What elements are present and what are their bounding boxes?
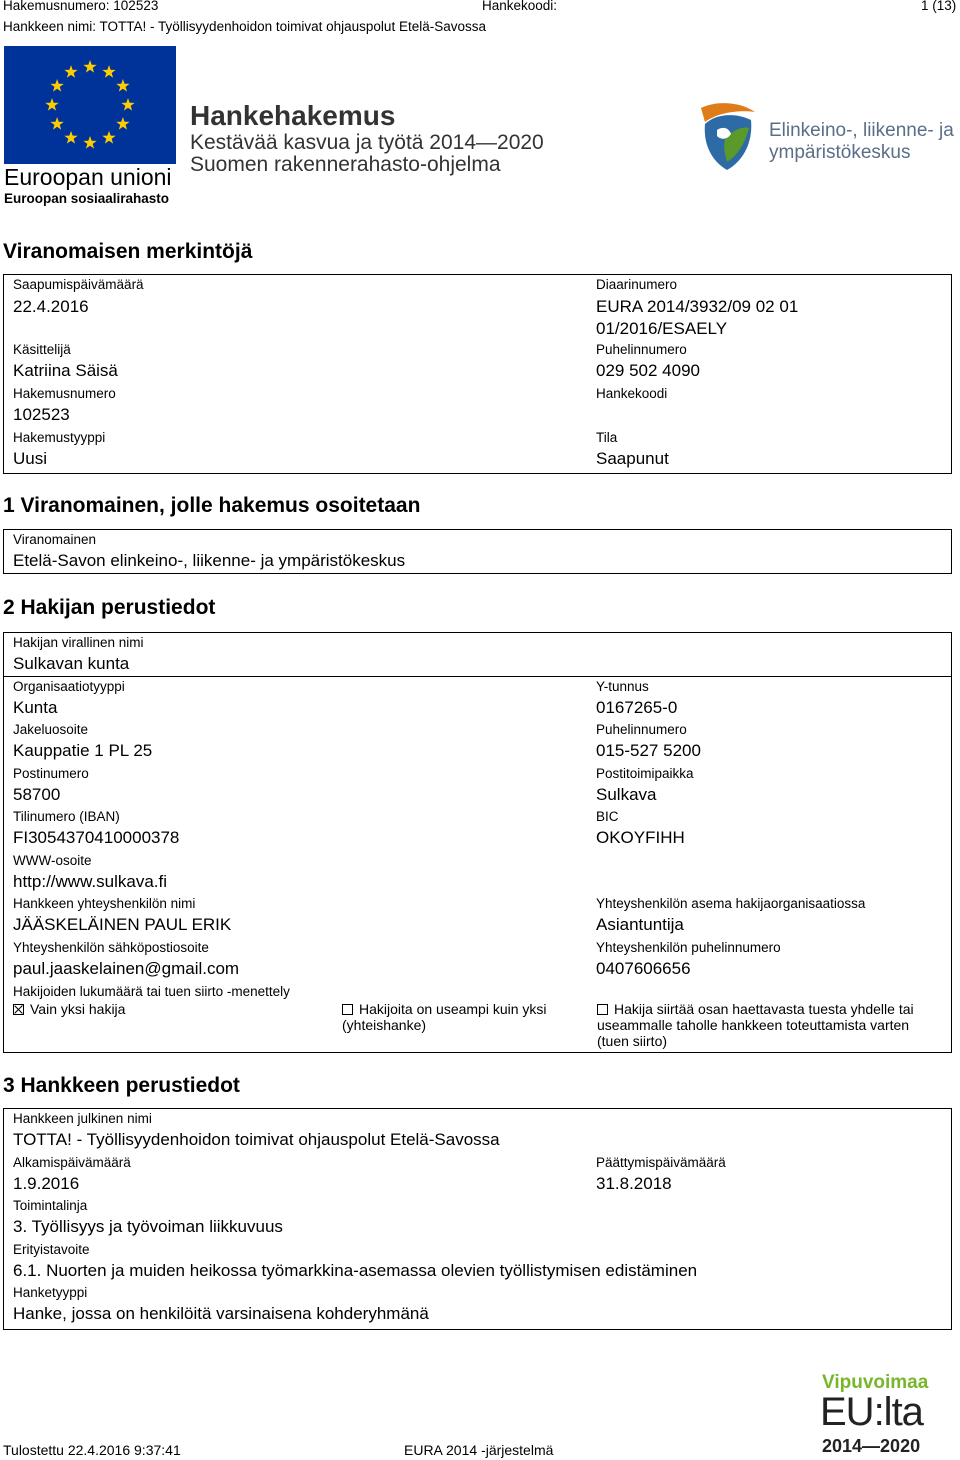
start-date-value: 1.9.2016 (13, 1174, 80, 1193)
option-support-transfer[interactable] (597, 1001, 914, 1049)
handler-value: Katriina Säisä (13, 361, 118, 380)
ely-logo (695, 100, 954, 177)
status-label: Tila (596, 430, 618, 445)
diary-number-label: Diaarinumero (596, 277, 678, 292)
application-type-value: Uusi (13, 449, 48, 468)
ytunnus-label: Y-tunnus (596, 679, 649, 694)
vipu-main: EU:lta (820, 1390, 923, 1434)
postal-code-value: 58700 (13, 785, 61, 804)
application-number-value: 102523 (13, 405, 70, 424)
contact-email-label: Yhteyshenkilön sähköpostiosoite (13, 940, 209, 955)
org-type-value: Kunta (13, 698, 58, 717)
applicant-phone-label: Puhelinnumero (596, 722, 687, 737)
option-support-transfer-label-2: useammalle taholle hankkeen toteuttamista varten (597, 1017, 910, 1033)
official-name-value: Sulkavan kunta (13, 654, 130, 673)
city-value: Sulkava (596, 785, 657, 804)
section2-heading: 2 Hakijan perustiedot (3, 596, 216, 619)
contact-name-label: Hankkeen yhteyshenkilön nimi (13, 896, 196, 911)
bic-label: BIC (596, 809, 619, 824)
end-date-label: Päättymispäivämäärä (596, 1155, 726, 1170)
priority-axis-label: Toimintalinja (13, 1198, 88, 1213)
section1-heading: 1 Viranomainen, jolle hakemus osoitetaan (3, 494, 421, 517)
specific-objective-value: 6.1. Nuorten ja muiden heikossa työmarkkina-asemassa olevien työllistymisen edistäminen (13, 1261, 698, 1280)
arrival-date-value: 22.4.2016 (13, 297, 89, 316)
option-single-applicant-label: Vain yksi hakija (30, 1001, 126, 1017)
contact-position-value: Asiantuntija (596, 915, 684, 934)
document-title: Hankehakemus (190, 100, 396, 131)
document-subtitle-2: Suomen rakennerahasto-ohjelma (190, 153, 501, 176)
diary-number-value-2: 01/2016/ESAELY (596, 319, 728, 338)
option-support-transfer-label-1: Hakija siirtää osan haettavasta tuesta yhdelle tai (614, 1001, 914, 1017)
checkbox-empty-icon[interactable] (597, 1004, 608, 1015)
contact-position-label: Yhteyshenkilön asema hakijaorganisaatiossa (596, 896, 866, 911)
postal-code-label: Postinumero (13, 766, 89, 781)
iban-value: FI3054370410000378 (13, 828, 180, 847)
address-label: Jakeluosoite (13, 722, 89, 737)
vipu-title: Vipuvoimaa (822, 1372, 929, 1393)
specific-objective-label: Erityistavoite (13, 1242, 90, 1257)
authority-box (3, 274, 952, 474)
checkbox-empty-icon[interactable] (342, 1004, 353, 1015)
contact-phone-value: 0407606656 (596, 959, 691, 978)
applicant-phone-value: 015-527 5200 (596, 741, 701, 760)
eu-logo (4, 46, 176, 206)
arrival-date-label: Saapumispäivämäärä (13, 277, 144, 292)
option-joint-project[interactable] (342, 1001, 547, 1033)
official-name-box (3, 632, 952, 677)
application-number-label: Hakemusnumero (13, 386, 116, 401)
end-date-value: 31.8.2018 (596, 1174, 672, 1193)
header-project-code: Hankekoodi: (482, 0, 558, 13)
authority-name-value: Etelä-Savon elinkeino-, liikenne- ja ympäristökeskus (13, 551, 406, 570)
authority-phone-value: 029 502 4090 (596, 361, 700, 380)
public-name-value: TOTTA! - Työllisyydenhoidon toimivat ohjauspolut Etelä-Savossa (13, 1130, 500, 1149)
address-value: Kauppatie 1 PL 25 (13, 741, 153, 760)
vipu-years: 2014—2020 (822, 1436, 921, 1456)
org-type-label: Organisaatiotyyppi (13, 679, 125, 694)
checkbox-checked-icon[interactable] (13, 1004, 24, 1015)
applicants-label: Hakijoiden lukumäärä tai tuen siirto -menettely (13, 984, 290, 999)
diary-number-value-1: EURA 2014/3932/09 02 01 (596, 297, 799, 316)
ely-emblem-icon (695, 100, 759, 172)
status-value: Saapunut (596, 449, 669, 468)
document-subtitle-1: Kestävää kasvua ja työtä 2014—2020 (190, 131, 544, 154)
project-type-label: Hanketyyppi (13, 1285, 88, 1300)
contact-email-value: paul.jaaskelainen@gmail.com (13, 959, 240, 978)
option-joint-project-label-1: Hakijoita on useampi kuin yksi (359, 1001, 547, 1017)
application-type-label: Hakemustyyppi (13, 430, 106, 445)
authority-name-label: Viranomainen (13, 532, 97, 547)
www-label: WWW-osoite (13, 853, 92, 868)
authority-heading: Viranomaisen merkintöjä (3, 240, 253, 263)
footer-printed: Tulostettu 22.4.2016 9:37:41 (3, 1442, 181, 1458)
www-value: http://www.sulkava.fi (13, 872, 168, 891)
section3-heading: 3 Hankkeen perustiedot (3, 1074, 240, 1097)
footer-system: EURA 2014 -järjestelmä (404, 1442, 554, 1458)
city-label: Postitoimipaikka (596, 766, 694, 781)
header-page-number: 1 (13) (921, 0, 957, 13)
priority-axis-value: 3. Työllisyys ja työvoiman liikkuvuus (13, 1217, 283, 1236)
authority-phone-label: Puhelinnumero (596, 342, 687, 357)
official-name-label: Hakijan virallinen nimi (13, 635, 144, 650)
eu-name: Euroopan unioni (4, 164, 172, 190)
public-name-label: Hankkeen julkinen nimi (13, 1111, 152, 1126)
ely-name-line2: ympäristökeskus (769, 142, 911, 163)
contact-name-value: JÄÄSKELÄINEN PAUL ERIK (13, 915, 232, 934)
project-type-value: Hanke, jossa on henkilöitä varsinaisena kohderyhmänä (13, 1304, 429, 1323)
start-date-label: Alkamispäivämäärä (13, 1155, 131, 1170)
bic-value: OKOYFIHH (596, 828, 685, 847)
ytunnus-value: 0167265-0 (596, 698, 678, 717)
vipuvoimaa-logo (818, 1372, 948, 1458)
option-joint-project-label-2: (yhteishanke) (342, 1017, 427, 1033)
option-single-applicant[interactable] (13, 1001, 125, 1017)
eu-fund-name: Euroopan sosiaalirahasto (4, 191, 170, 206)
eu-flag-icon (4, 46, 176, 164)
iban-label: Tilinumero (IBAN) (13, 809, 120, 824)
project-code-label: Hankekoodi (596, 386, 668, 401)
contact-phone-label: Yhteyshenkilön puhelinnumero (596, 940, 781, 955)
header-application-number: Hakemusnumero: 102523 (3, 0, 159, 13)
header-project-name: Hankkeen nimi: TOTTA! - Työllisyydenhoidon toimivat ohjauspolut Etelä-Savossa (3, 19, 486, 34)
handler-label: Käsittelijä (13, 342, 71, 357)
ely-name-line1: Elinkeino-, liikenne- ja (769, 120, 954, 141)
option-support-transfer-label-3: (tuen siirto) (597, 1033, 668, 1049)
